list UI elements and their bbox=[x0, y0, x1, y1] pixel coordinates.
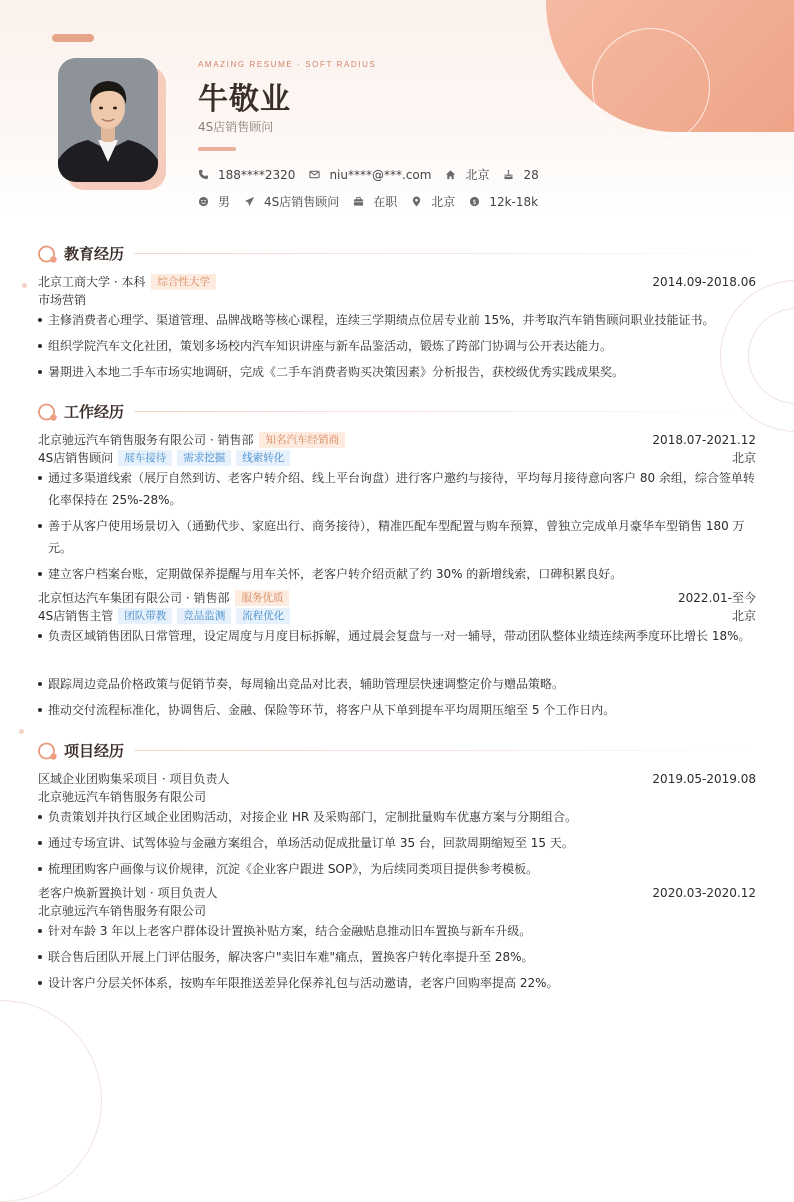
detail-status bbox=[353, 193, 397, 210]
work-title: 工作经历 bbox=[64, 403, 125, 421]
detail-row bbox=[198, 193, 552, 210]
detail-salary bbox=[469, 195, 538, 209]
list-item bbox=[38, 309, 756, 331]
project-name: 老客户焕新置换计划 · 项目负责人 bbox=[38, 886, 218, 900]
status-text: 在职 bbox=[373, 195, 398, 209]
job-header bbox=[38, 589, 756, 606]
detail-location bbox=[411, 193, 455, 210]
section-badge-icon bbox=[38, 741, 58, 761]
job-role-line bbox=[38, 449, 756, 466]
project-date: 2020.03-2020.12 bbox=[652, 885, 756, 900]
contact-age bbox=[503, 168, 538, 182]
contact-home bbox=[445, 166, 489, 183]
school-tag: 综合性大学 bbox=[151, 274, 216, 290]
gender-text: 男 bbox=[218, 195, 231, 209]
location-text: 北京 bbox=[431, 195, 456, 209]
target-role-text: 4S店销售顾问 bbox=[264, 195, 340, 209]
decorative-dot bbox=[22, 283, 27, 288]
bullet-text: 联合售后团队开展上门评估服务，解决客户"卖旧车难"痛点，置换客户转化率提升至 28%。 bbox=[48, 950, 534, 964]
contact-row bbox=[198, 166, 553, 183]
school-name: 北京工商大学 · 本科 bbox=[38, 275, 146, 289]
list-item bbox=[38, 335, 756, 357]
section-divider bbox=[134, 750, 756, 751]
home-icon bbox=[445, 169, 456, 180]
send-icon bbox=[244, 196, 255, 207]
decorative-dot bbox=[19, 729, 24, 734]
accent-bar bbox=[52, 34, 94, 42]
bullet-text: 设计客户分层关怀体系，按购车年限推送差异化保养礼包与活动邀请，老客户回购率提高 22%。 bbox=[48, 976, 559, 990]
title-underline bbox=[198, 147, 236, 151]
skill-tag: 展车接待 bbox=[118, 450, 172, 466]
project-org-line bbox=[38, 902, 756, 919]
list-item bbox=[38, 832, 756, 854]
bullet-text: 负责策划并执行区域企业团购活动，对接企业 HR 及采购部门，定制批量购车优惠方案与分期组合。 bbox=[48, 810, 577, 824]
project-org: 北京驰远汽车销售服务有限公司 bbox=[38, 904, 207, 918]
list-item bbox=[38, 858, 756, 880]
job-role-line bbox=[38, 607, 756, 624]
bullet-text: 针对车龄 3 年以上老客户群体设计置换补贴方案，结合金融贴息推动旧车置换与新车升级。 bbox=[48, 924, 532, 938]
job-title: 4S店销售顾问 bbox=[198, 120, 274, 134]
phone-icon bbox=[198, 169, 209, 180]
job-role: 4S店销售主管 bbox=[38, 609, 114, 623]
decorative-circle bbox=[0, 1000, 102, 1202]
list-item bbox=[38, 699, 756, 721]
education-entry-header bbox=[38, 273, 756, 290]
list-item bbox=[38, 972, 756, 994]
education-major-line bbox=[38, 291, 756, 308]
cake-icon bbox=[503, 169, 514, 180]
bullet-text: 通过多渠道线索（展厅自然到访、老客户转介绍、线上平台询盘）进行客户邀约与接待，平均每月接待意向客户 80 余组，综合签单转化率保持在 25%-28%。 bbox=[48, 471, 755, 507]
company-tag: 知名汽车经销商 bbox=[259, 432, 345, 448]
list-item bbox=[38, 361, 756, 383]
company-tag: 服务优质 bbox=[235, 590, 289, 606]
header-banner bbox=[0, 0, 794, 214]
bullet-text: 梳理团购客户画像与议价规律，沉淀《企业客户跟进 SOP》，为后续同类项目提供参考模板。 bbox=[48, 862, 539, 876]
skill-tag: 需求挖掘 bbox=[177, 450, 231, 466]
list-item bbox=[38, 515, 756, 559]
email-text: niu****@***.com bbox=[329, 167, 432, 182]
candidate-name: 牛敬业 bbox=[198, 82, 291, 117]
profile-photo bbox=[58, 58, 158, 182]
bullet-text: 暑期进入本地二手车市场实地调研，完成《二手车消费者购买决策因素》分析报告，获校级优秀实践成果奖。 bbox=[48, 365, 625, 379]
bullet-text: 建立客户档案台账，定期做保养提醒与用车关怀，老客户转介绍贡献了约 30% 的新增线索，口碑积累良好。 bbox=[48, 567, 623, 581]
briefcase-icon bbox=[353, 196, 364, 207]
skill-tag: 团队带教 bbox=[118, 608, 172, 624]
project-org-line bbox=[38, 788, 756, 805]
project-date: 2019.05-2019.08 bbox=[652, 771, 756, 786]
education-date: 2014.09-2018.06 bbox=[652, 274, 756, 289]
salary-text: 12k-18k bbox=[489, 194, 539, 209]
bullet-text: 通过专场宣讲、试驾体验与金融方案组合，单场活动促成批量订单 35 台，回款周期缩短至 15 天。 bbox=[48, 836, 574, 850]
decorative-ring bbox=[592, 28, 710, 146]
section-divider bbox=[134, 253, 756, 254]
contact-email bbox=[309, 168, 431, 182]
project-org: 北京驰远汽车销售服务有限公司 bbox=[38, 790, 207, 804]
job-city: 北京 bbox=[731, 451, 756, 465]
list-item bbox=[38, 563, 756, 585]
skill-tag: 线索转化 bbox=[236, 450, 290, 466]
gender-icon bbox=[198, 196, 209, 207]
svg-text:$: $ bbox=[472, 197, 477, 206]
bullet-text: 推动交付流程标准化，协调售后、金融、保险等环节，将客户从下单到提车平均周期压缩至 5 个工作日内。 bbox=[48, 703, 616, 717]
phone-text: 188****2320 bbox=[218, 167, 296, 182]
list-item bbox=[38, 625, 756, 647]
bullet-text: 主修消费者心理学、渠道管理、品牌战略等核心课程，连续三学期绩点位居专业前 15%，并考取汽车销售顾问职业技能证书。 bbox=[48, 313, 715, 327]
projects-section-heading bbox=[38, 740, 756, 761]
skill-tag: 流程优化 bbox=[236, 608, 290, 624]
projects-title: 项目经历 bbox=[64, 742, 125, 760]
list-item bbox=[38, 920, 756, 942]
detail-gender bbox=[198, 193, 230, 210]
resume-tagline: AMAZING RESUME · SOFT RADIUS bbox=[198, 60, 377, 69]
list-item bbox=[38, 673, 756, 695]
job-header bbox=[38, 431, 756, 448]
skill-tag: 竞品监测 bbox=[177, 608, 231, 624]
bullet-text: 负责区域销售团队日常管理，设定周度与月度目标拆解，通过晨会复盘与一对一辅导，带动团队整体业绩连续两季度环比增长 18%。 bbox=[48, 629, 751, 643]
section-badge-icon bbox=[38, 244, 58, 264]
job-city: 北京 bbox=[731, 609, 756, 623]
home-text: 北京 bbox=[465, 168, 490, 182]
portrait-illustration bbox=[58, 58, 158, 182]
project-name: 区域企业团购集采项目 · 项目负责人 bbox=[38, 772, 230, 786]
section-divider bbox=[134, 411, 756, 412]
mail-icon bbox=[309, 169, 320, 180]
job-date: 2022.01-至今 bbox=[678, 591, 756, 605]
section-badge-icon bbox=[38, 402, 58, 422]
company-name: 北京恒达汽车集团有限公司 · 销售部 bbox=[38, 591, 230, 605]
job-role: 4S店销售顾问 bbox=[38, 451, 114, 465]
age-text: 28 bbox=[523, 167, 539, 182]
bullet-text: 跟踪周边竞品价格政策与促销节奏，每周输出竞品对比表，辅助管理层快速调整定价与赠品策略。 bbox=[48, 677, 565, 691]
list-item bbox=[38, 467, 756, 511]
education-title: 教育经历 bbox=[64, 245, 125, 263]
project-header bbox=[38, 884, 756, 901]
job-date: 2018.07-2021.12 bbox=[652, 432, 756, 447]
bullet-text: 善于从客户使用场景切入（通勤代步、家庭出行、商务接待），精准匹配车型配置与购车预算，曾独立完成单月豪华车型销售 180 万元。 bbox=[48, 519, 745, 555]
list-item bbox=[38, 806, 756, 828]
education-section-heading bbox=[38, 243, 756, 264]
contact-phone bbox=[198, 168, 295, 182]
list-item bbox=[38, 946, 756, 968]
work-section-heading bbox=[38, 401, 756, 422]
project-header bbox=[38, 770, 756, 787]
detail-target-role bbox=[244, 193, 339, 210]
bullet-text: 组织学院汽车文化社团，策划多场校内汽车知识讲座与新车品鉴活动，锻炼了跨部门协调与公开表达能力。 bbox=[48, 339, 613, 353]
major: 市场营销 bbox=[38, 293, 87, 307]
company-name: 北京驰远汽车销售服务有限公司 · 销售部 bbox=[38, 433, 254, 447]
salary-icon bbox=[469, 196, 480, 207]
location-pin-icon bbox=[411, 196, 422, 207]
